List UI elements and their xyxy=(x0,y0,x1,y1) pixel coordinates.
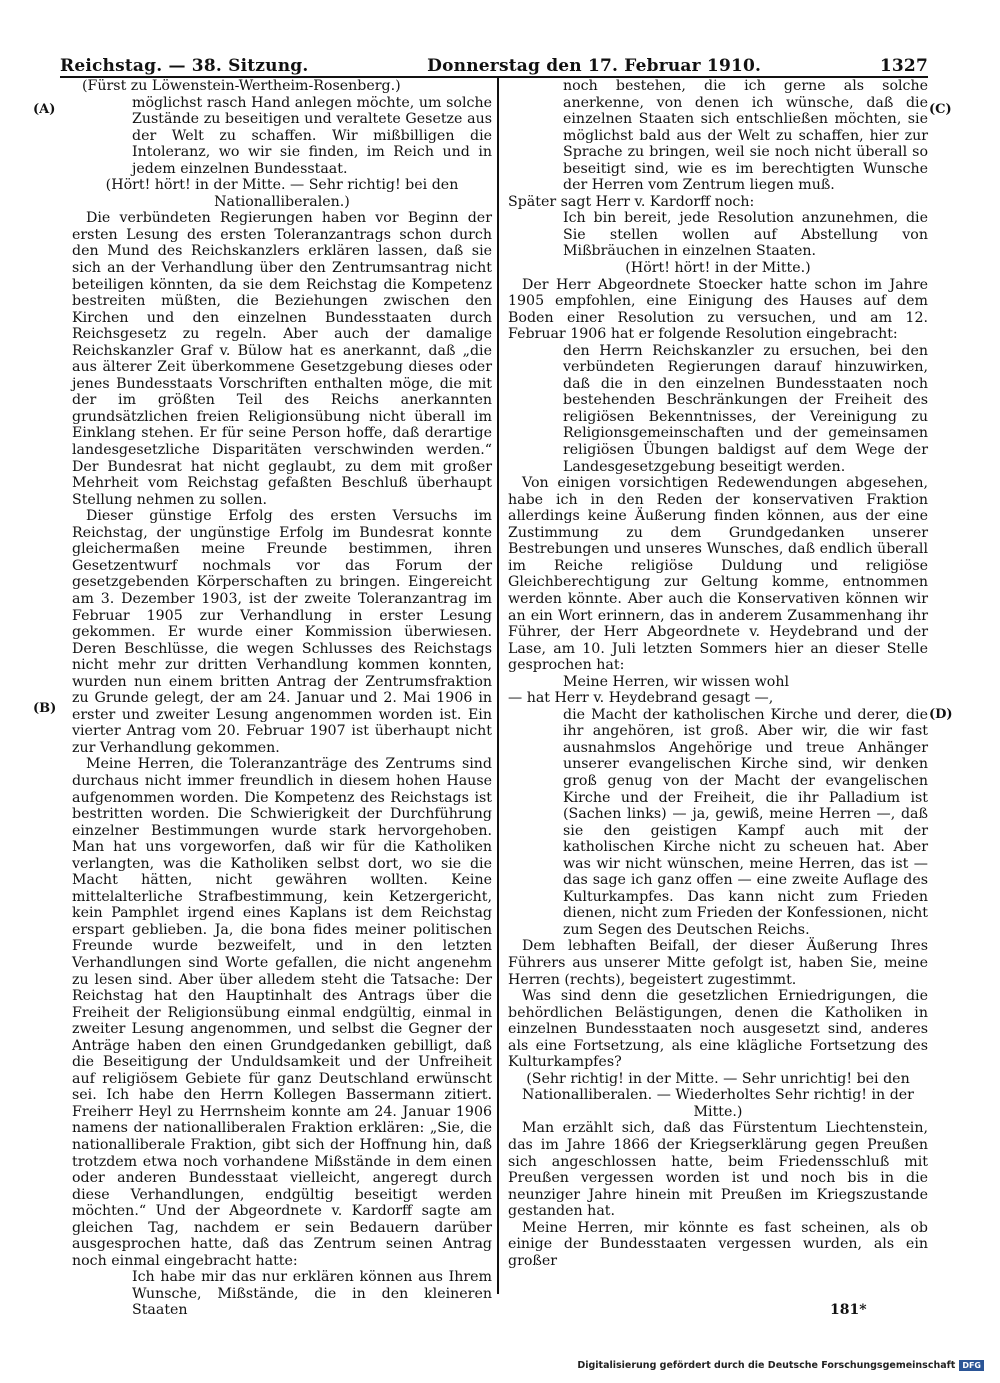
speaker-line: (Fürst zu Löwenstein-Wertheim-Rosenberg.) xyxy=(82,78,401,94)
body-paragraph: Von einigen vorsichtigen Redewendungen abgesehen, habe ich in den Reden der konservativen Fraktion allerdings keine Äußerung finden können, aus der eine Zustimmung zu dem Grundgedanken unserer Bestrebungen und unseres Wunsches, daß endlich überall im Reiche religiöse Duldung und religiöse Gleichberechtigung zur Geltung komme, entnommen werden könnte. Aber auch die Konservativen können wir an ein Wort erinnern, das in anderem Zusammenhang ihr Führer, der Herr Abgeordnete v. Heydebrand und der Lase, am 10. Juli letzten Sommers hier an dieser Stelle gesprochen hat: xyxy=(508,475,928,674)
body-paragraph: Die verbündeten Regierungen haben vor Beginn der ersten Lesung des ersten Toleranzantrags schon durch den Mund des Reichskanzlers erklären lassen, daß sie sich an der Verhandlung über den Zentrumsantrag nicht beteiligen könnten, da sie dem Reichstag die Kompetenz bestreiten müßten, die Beziehungen zwischen den Kirchen und den einzelnen Bundesstaaten durch Reichsgesetz zu regeln. Aber auch der damalige Reichskanzler Graf v. Bülow hat es anerkannt, daß „die aus älterer Zeit überkommene Gesetzgebung dieses oder jenes Bundesstaats Vorschriften enthalten möge, die mit der im größten Teil des Reichs anerkannten grundsätzlichen freien Religionsübung nicht überall im Einklang stehen. Er für seine Person hoffe, daß derartige landesgesetzliche Disparitäten verschwinden werden.“ Der Bundesrat hat nicht geglaubt, zu dem mit großer Mehrheit vom Reichstag gefaßten Beschluß überhaupt Stellung nehmen zu sollen. xyxy=(72,210,492,508)
margin-marker-b: (B) xyxy=(33,701,57,716)
quote-paragraph: den Herrn Reichskanzler zu ersuchen, bei den verbündeten Regierungen darauf hinzuwirken, daß die in den einzelnen Bundesstaaten noch bestehenden Beschränkungen der Freiheit des religiösen Bekenntnisses, der Vereinigung zu Religionsgemeinschaften und der gemeinsamen religiösen Übungen baldigst auf dem Wege der Landesgesetzgebung beseitigt werden. xyxy=(563,342,928,475)
interjection: (Sehr richtig! in der Mitte. — Sehr unrichtig! bei den Nationalliberalen. — Wiederholtes Sehr richtig! in der Mitte.) xyxy=(522,1070,914,1120)
page-header xyxy=(60,50,928,76)
body-paragraph: Man erzählt sich, daß das Fürstentum Liechtenstein, das im Jahre 1866 der Kriegserklärung gegen Preußen sich angeschlossen hatte, beim Friedensschluß mit Preußen vergessen worden ist und noch bis in die neunziger Jahre hinein mit Preußen im Kriegszustande gestanden hat. xyxy=(508,1120,928,1220)
body-line: Später sagt Herr v. Kardorff noch: xyxy=(508,193,755,210)
margin-marker-a: (A) xyxy=(33,102,56,117)
margin-marker-c: (C) xyxy=(929,102,952,117)
body-paragraph: Meine Herren, mir könnte es fast scheinen, als ob einige der Bundesstaaten vergessen wurden, als ein großer xyxy=(508,1219,928,1269)
header-session: Reichstag. — 38. Sitzung. xyxy=(60,56,309,76)
body-paragraph: Der Herr Abgeordnete Stoecker hatte schon im Jahre 1905 empfohlen, eine Einigung des Hauses auf dem Boden einer Resolution zu versuchen, und am 12. Februar 1906 hat er folgende Resolution eingebracht: xyxy=(508,276,928,343)
body-paragraph: Dieser günstige Erfolg des ersten Versuchs im Reichstag, der ungünstige Erfolg im Bundesrat konnte gleichermaßen meine Freunde bestimmen, ihren Gesetzentwurf nochmals vor das Forum der gesetzgebenden Körperschaften zu bringen. Eingereicht am 3. Dezember 1903, ist der zweite Toleranzantrag im Februar 1905 zur Verhandlung in erster Lesung gekommen. Er wurde einer Kommission überwiesen. Deren Beschlüsse, die wegen Schlusses des Reichstags nicht mehr zur dritten Verhandlung kommen konnten, wurden nun einem britten Antrag der Zentrumsfraktion zu Grunde gelegt, der am 24. Januar und 2. Mai 1906 in erster und zweiter Lesung angenommen worden ist. Ein vierter Antrag vom 20. Februar 1907 ist überhaupt nicht zur Verhandlung gekommen. xyxy=(72,508,492,756)
signature-mark: 181* xyxy=(830,1302,867,1318)
quote-paragraph: Meine Herren, wir wissen wohl xyxy=(563,673,790,690)
header-date: Donnerstag den 17. Februar 1910. xyxy=(427,56,762,76)
right-column xyxy=(508,78,928,1269)
interjection: (Hört! hört! in der Mitte.) xyxy=(625,260,811,277)
interjection: (Hört! hört! in der Mitte. — Sehr richtig! bei den Nationalliberalen.) xyxy=(105,177,459,210)
body-paragraph: Was sind denn die gesetzlichen Erniedrigungen, die behördlichen Belästigungen, denen die Katholiken in einzelnen Bundesstaaten noch ausgesetzt sind, anderes als eine Fortsetzung, als eine klägliche Fortsetzung des Kulturkampfes? xyxy=(508,988,928,1071)
quote-paragraph: Ich habe mir das nur erklären können aus Ihrem Wunsche, Mißstände, die in den kleineren Staaten xyxy=(132,1269,492,1319)
digitization-footer xyxy=(577,1360,984,1371)
quote-paragraph: die Macht der katholischen Kirche und derer, die ihr angehören, ist groß. Aber wir, die wir fast ausnahmslos Angehörige und treue Anhänger unserer evangelischen Kirche sind, wir denken groß genug von der Macht der evangelischen Kirche und der Freiheit, die ihr Palladium ist (Sachen links) — ja, gewiß, meine Herren —, daß sie den geistigen Kampf auch mit der katholischen Kirche nicht zu scheuen hat. Aber was wir nicht wünschen, meine Herren, das ist — das sage ich ganz offen — eine zweite Auflage des Kulturkampfes. Das kann nicht zum Frieden dienen, nicht zum Frieden der Konfessionen, nicht zum Segen des Deutschen Reichs. xyxy=(563,706,928,938)
footer-text: Digitalisierung gefördert durch die Deutsche Forschungsgemeinschaft xyxy=(577,1360,956,1371)
body-line: — hat Herr v. Heydebrand gesagt —, xyxy=(508,690,774,707)
margin-marker-d: (D) xyxy=(929,707,953,722)
body-paragraph: Dem lebhaften Beifall, der dieser Äußerung Ihres Führers aus unserer Mitte gefolgt ist, haben Sie, meine Herren (rechts), begeistert zugestimmt. xyxy=(508,938,928,988)
quote-paragraph: noch bestehen, die ich gerne als solche anerkenne, von denen ich wünsche, daß die einzelnen Staaten sich entschließen möchten, sie möglichst bald aus der Welt zu schaffen, hier zur Sprache zu bringen, weil sie noch nicht überall so beseitigt sind, wie es im berechtigten Wunsche der Herren vom Zentrum liegen muß. xyxy=(563,78,928,194)
page-number: 1327 xyxy=(879,56,928,76)
body-paragraph: Meine Herren, die Toleranzanträge des Zentrums sind durchaus nicht immer freundlich in diesem hohen Hause aufgenommen worden. Die Kompetenz des Reichstags ist bestritten worden. Die Schwierigkeit der Durchführung einzelner Bestimmungen wurde stark hervorgehoben. Man hat uns vorgeworfen, daß wir für die Katholiken verlangten, was die Katholiken selbst dort, wo sie die Macht hätten, nicht gewähren wollten. Keine mittelalterliche Strafbestimmung, kein Ketzergericht, kein Pamphlet irgend eines Kaplans ist dem Reichstag erspart geblieben. Ja, die bona fides meiner politischen Freunde wurde bezweifelt, und in den letzten Verhandlungen sind Worte gefallen, die nicht angenehm zu lesen sind. Aber über alledem steht die Tatsache: Der Reichstag hat den Hauptinhalt des Antrags über die Freiheit der Religionsübung einmal endgültig, einmal in zweiter Lesung angenommen, und selbst die Gegner der Anträge haben den einen Grundgedanken gebilligt, daß die Beseitigung der Unduldsamkeit und der Unfreiheit auf religiösem Gebiete für ganz Deutschland erwünscht sei. Ich habe den Herrn Kollegen Bassermann zitiert. Freiherr Heyl zu Herrnsheim konnte am 24. Januar 1906 namens der nationalliberalen Fraktion erklären: „Sie, die nationalliberale Fraktion, gibt sich der Hoffnung hin, daß trotzdem etwa noch vorhandene Mißstände in dem einen oder anderen Bundesstaat vielleicht, angeregt durch diese Verhandlungen, endgültig beseitigt werden möchten.“ Und der Abgeordnete v. Kardorff sagte am gleichen Tag, nachdem er sein Bedauern darüber ausgesprochen hatte, daß das Zentrum seinen Antrag noch einmal eingebracht hatte: xyxy=(72,756,492,1269)
column-divider xyxy=(497,78,499,1294)
quote-paragraph: möglichst rasch Hand anlegen möchte, um solche Zustände zu beseitigen und veraltete Gesetze aus der Welt zu schaffen. Wir mißbilligen die Intoleranz, wo wir sie finden, im Reich und in jedem einzelnen Bundesstaat. xyxy=(132,94,492,177)
quote-paragraph: Ich bin bereit, jede Resolution anzunehmen, die Sie stellen wollen auf Abstellung von Mißbräuchen in einzelnen Staaten. xyxy=(563,210,928,260)
left-column xyxy=(72,78,492,1319)
dfg-logo-icon: DFG xyxy=(959,1360,984,1371)
